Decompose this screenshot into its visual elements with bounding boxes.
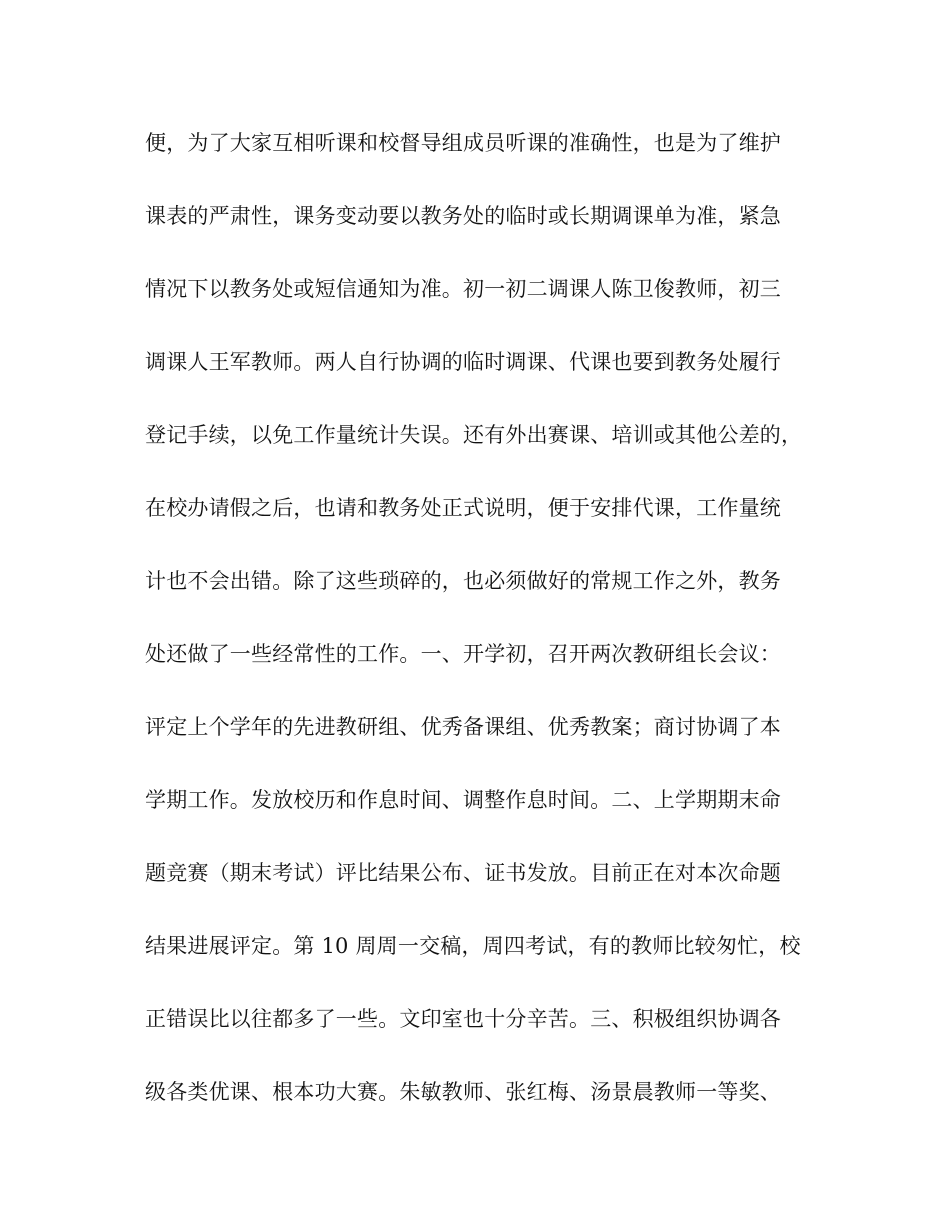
text-line: 学期工作。发放校历和作息时间、调整作息时间。二、上学期期末命 bbox=[145, 788, 781, 812]
text-line: 情况下以教务处或短信通知为准。初一初二调课人陈卫俊教师，初三 bbox=[145, 277, 781, 301]
text-line: 题竞赛（期末考试）评比结果公布、证书发放。目前正在对本次命题 bbox=[145, 861, 781, 885]
text-line: 登记手续，以免工作量统计失误。还有外出赛课、培训或其他公差的， bbox=[145, 423, 803, 447]
text-line: 处还做了一些经常性的工作。一、开学初，召开两次教研组长会议： bbox=[145, 642, 781, 666]
text-line: 在校办请假之后，也请和教务处正式说明，便于安排代课，工作量统 bbox=[145, 496, 781, 520]
text-line: 结果进展评定。第 10 周周一交稿，周四考试，有的教师比较匆忙，校 bbox=[145, 934, 801, 958]
text-line: 调课人王军教师。两人自行协调的临时调课、代课也要到教务处履行 bbox=[145, 350, 781, 374]
text-line: 评定上个学年的先进教研组、优秀备课组、优秀教案；商讨协调了本 bbox=[145, 715, 781, 739]
text-line: 便，为了大家互相听课和校督导组成员听课的准确性，也是为了维护 bbox=[145, 131, 781, 155]
text-line: 课表的严肃性，课务变动要以教务处的临时或长期调课单为准，紧急 bbox=[145, 204, 781, 228]
text-line: 正错误比以往都多了一些。文印室也十分辛苦。三、积极组织协调各 bbox=[145, 1007, 781, 1031]
text-line: 级各类优课、根本功大赛。朱敏教师、张红梅、汤景晨教师一等奖、 bbox=[145, 1080, 781, 1104]
text-line: 计也不会出错。除了这些琐碎的，也必须做好的常规工作之外，教务 bbox=[145, 569, 781, 593]
body-text bbox=[145, 123, 815, 1145]
